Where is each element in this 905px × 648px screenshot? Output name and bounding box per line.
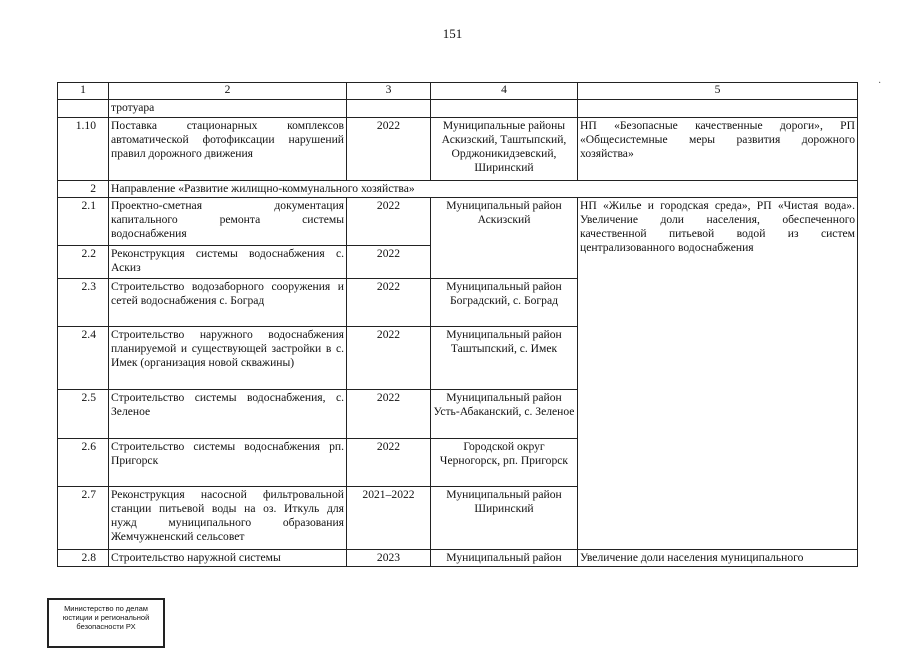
cell-year: 2022: [347, 390, 431, 439]
header-cell-1: 1: [58, 83, 109, 100]
table-row: [58, 198, 858, 246]
cell-municipality: Муниципальный район Аскизский: [431, 198, 578, 279]
header-cell-5: 5: [578, 83, 858, 100]
cell-description: Поставка стационарных комплексов автоматической фотофиксации нарушений правил дорожного движения: [109, 118, 347, 181]
cell-num: [58, 100, 109, 118]
cell-year: 2023: [347, 550, 431, 567]
registration-stamp: [47, 598, 165, 648]
cell-municipality: Муниципальный район Ширинский: [431, 487, 578, 550]
cell-year: [347, 100, 431, 118]
cell-year: 2022: [347, 279, 431, 327]
cell-year: 2022: [347, 439, 431, 487]
cell-description: Строительство наружной системы: [109, 550, 347, 567]
cell-description: Строительство системы водоснабжения, с. Зеленое: [109, 390, 347, 439]
cell-description: Строительство наружного водоснабжения планируемой и существующей застройки в с. Имек (организация новой скважины): [109, 327, 347, 390]
header-cell-3: 3: [347, 83, 431, 100]
cell-num: 2.2: [58, 246, 109, 279]
cell-num: 1.10: [58, 118, 109, 181]
cell-num: 2: [58, 181, 109, 198]
stamp-line: Министерство по делам: [64, 604, 148, 613]
cell-program: НП «Жилье и городская среда», РП «Чистая вода». Увеличение доли населения, обеспеченного качественной питьевой водой из систем централизованного водоснабжения: [578, 198, 858, 550]
table-row: [58, 550, 858, 567]
cell-program: НП «Безопасные качественные дороги», РП «Общесистемные меры развития дорожного хозяйства»: [578, 118, 858, 181]
header-cell-4: 4: [431, 83, 578, 100]
cell-municipality: Муниципальный район Таштыпский, с. Имек: [431, 327, 578, 390]
stamp-line: юстиции и региональной: [62, 613, 150, 622]
cell-description: тротуара: [109, 100, 347, 118]
cell-description: Реконструкция системы водоснабжения с. Аскиз: [109, 246, 347, 279]
cell-description: Строительство системы водоснабжения рп. Пригорск: [109, 439, 347, 487]
cell-description: Проектно-сметная документация капитального ремонта системы водоснабжения: [109, 198, 347, 246]
stamp-line: безопасности РХ: [76, 622, 136, 631]
cell-year: 2022: [347, 246, 431, 279]
cell-description: Реконструкция насосной фильтровальной станции питьевой воды на оз. Иткуль для нужд муниципального образования Жемчужненский сельсовет: [109, 487, 347, 550]
section-title: Направление «Развитие жилищно-коммунального хозяйства»: [109, 181, 858, 198]
cell-num: 2.7: [58, 487, 109, 550]
scan-mark: ·: [878, 78, 882, 89]
cell-num: 2.6: [58, 439, 109, 487]
program-table: [57, 82, 858, 567]
table-row: [58, 118, 858, 181]
cell-description: Строительство водозаборного сооружения и сетей водоснабжения с. Боград: [109, 279, 347, 327]
cell-municipality: Муниципальный район Боградский, с. Боград: [431, 279, 578, 327]
cell-num: 2.1: [58, 198, 109, 246]
cell-num: 2.3: [58, 279, 109, 327]
cell-municipality: Муниципальные районы Аскизский, Таштыпский, Орджоникидзевский, Ширинский: [431, 118, 578, 181]
cell-year: 2022: [347, 198, 431, 246]
header-cell-2: 2: [109, 83, 347, 100]
cell-year: 2021–2022: [347, 487, 431, 550]
cell-year: 2022: [347, 118, 431, 181]
cell-municipality: Городской округ Черногорск, рп. Пригорск: [431, 439, 578, 487]
cell-municipality: [431, 100, 578, 118]
cell-num: 2.5: [58, 390, 109, 439]
cell-municipality: Муниципальный район Усть-Абаканский, с. Зеленое: [431, 390, 578, 439]
section-row: [58, 181, 858, 198]
cell-year: 2022: [347, 327, 431, 390]
cell-program: [578, 100, 858, 118]
cell-num: 2.4: [58, 327, 109, 390]
table-row: [58, 100, 858, 118]
table-header-row: [58, 83, 858, 100]
page-number: 151: [442, 26, 463, 41]
cell-num: 2.8: [58, 550, 109, 567]
cell-municipality: Муниципальный район: [431, 550, 578, 567]
cell-program: Увеличение доли населения муниципального: [578, 550, 858, 567]
